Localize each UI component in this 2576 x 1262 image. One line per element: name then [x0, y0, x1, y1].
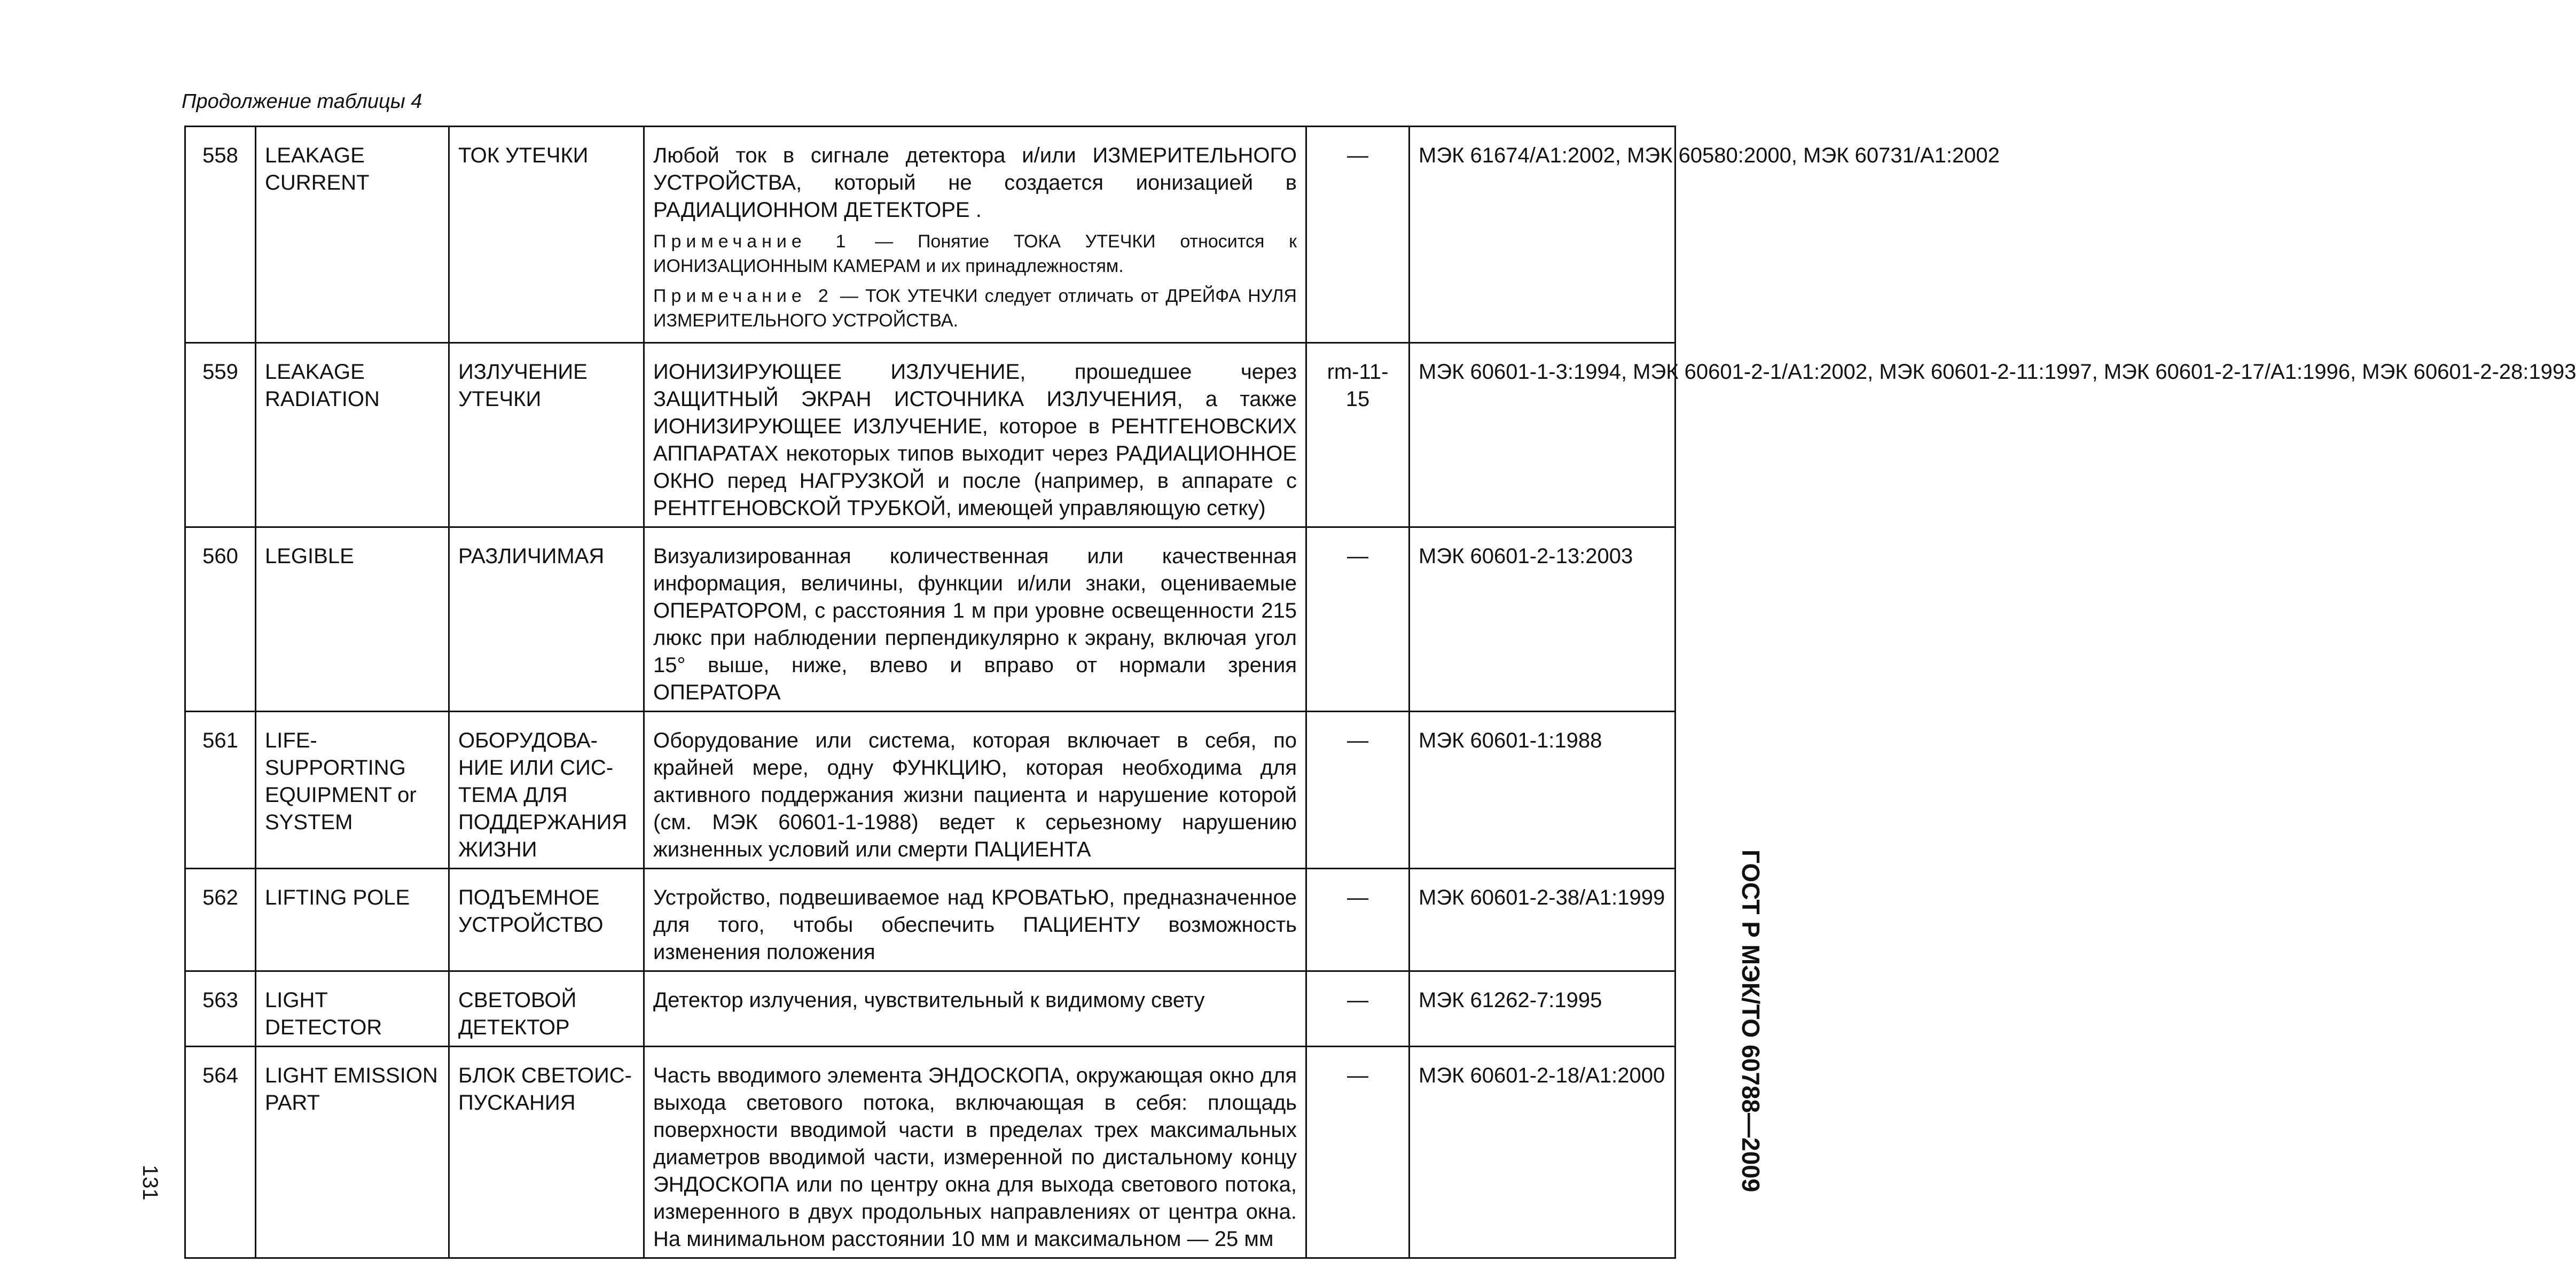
term-definition: Часть вводимого элемента ЭНДОСКОПА, окружающая окно для выхода светового потока, включающая в себя: площадь поверхности вводимой части в пределах трех максимальных диаметров вводимой части, измеренной по дистальному концу ЭНДОСКОПА или по центру окна для выхода светового потока, измеренного в двух продольных направлениях от центра окна. На минимальном расстоянии 10 мм и максимальном — 25 мм — [644, 1047, 1306, 1258]
table-row — [185, 869, 1675, 971]
table-row — [185, 527, 1675, 712]
document-side-title: ГОСТ Р МЭК/ТО 60788—2009 — [1737, 850, 1765, 1193]
term-russian: БЛОК СВЕТОИС- ПУСКАНИЯ — [449, 1047, 644, 1258]
term-number: 562 — [185, 869, 256, 971]
term-russian: ПОДЪЕМНОЕ УСТРОЙСТВО — [449, 869, 644, 971]
term-references: МЭК 61674/А1:2002, МЭК 60580:2000, МЭК 60731/А1:2002 — [1410, 127, 1675, 343]
term-number: 564 — [185, 1047, 256, 1258]
term-references: МЭК 60601-1-3:1994, МЭК 60601-2-1/А1:2002, МЭК 60601-2-11:1997, МЭК 60601-2-17/А1:1996, МЭК 60601-2-28:1993 — [1410, 343, 1675, 527]
term-english: LIGHT EMISSION PART — [256, 1047, 449, 1258]
term-russian: СВЕТОВОЙ ДЕТЕКТОР — [449, 971, 644, 1047]
table-row — [185, 971, 1675, 1047]
term-references: МЭК 60601-2-13:2003 — [1410, 527, 1675, 712]
term-english: LEGIBLE — [256, 527, 449, 712]
term-symbol: — — [1306, 527, 1410, 712]
note-text: — Понятие ТОКА УТЕЧКИ относится к ИОНИЗАЦИОННЫМ КАМЕРАМ и их принадлежностям. — [653, 231, 1297, 276]
term-definition — [644, 127, 1306, 343]
term-symbol: — — [1306, 1047, 1410, 1258]
term-english: LIFE- SUPPORTING EQUIPMENT or SYSTEM — [256, 712, 449, 869]
term-number: 558 — [185, 127, 256, 343]
definition-text: Любой ток в сигнале детектора и/или ИЗМЕРИТЕЛЬНОГО УСТРОЙСТВА, который не создается ионизацией в РАДИАЦИОННОМ ДЕТЕКТОРЕ . — [653, 144, 1297, 222]
term-symbol: — — [1306, 869, 1410, 971]
term-references: МЭК 60601-1:1988 — [1410, 712, 1675, 869]
term-russian: ТОК УТЕЧКИ — [449, 127, 644, 343]
term-number: 563 — [185, 971, 256, 1047]
note-2 — [653, 284, 1297, 333]
term-definition: Устройство, подвешиваемое над КРОВАТЬЮ, предназначенное для того, чтобы обеспечить ПАЦИЕНТУ возможность изменения положения — [644, 869, 1306, 971]
term-definition: Детектор излучения, чувствительный к видимому свету — [644, 971, 1306, 1047]
term-symbol: — — [1306, 712, 1410, 869]
table-caption: Продолжение таблицы 4 — [182, 90, 422, 113]
term-russian: ОБОРУДОВА- НИЕ ИЛИ СИС- ТЕМА ДЛЯ ПОДДЕРЖАНИЯ ЖИЗНИ — [449, 712, 644, 869]
term-english: LEAKAGE CURRENT — [256, 127, 449, 343]
term-english: LEAKAGE RADIATION — [256, 343, 449, 527]
term-number: 560 — [185, 527, 256, 712]
term-definition: Оборудование или система, которая включает в себя, по крайней мере, одну ФУНКЦИЮ, которая необходима для активного поддержания жизни пациента и нарушение которой (см. МЭК 60601-1-1988) ведет к серьезному нарушению жизненных условий или смерти ПАЦИЕНТА — [644, 712, 1306, 869]
term-number: 559 — [185, 343, 256, 527]
table-row — [185, 1047, 1675, 1258]
note-label: Примечание 1 — [653, 231, 851, 252]
table-row — [185, 127, 1675, 343]
table-row — [185, 712, 1675, 869]
term-definition: ИОНИЗИРУЮЩЕЕ ИЗЛУЧЕНИЕ, прошедшее через ЗАЩИТНЫЙ ЭКРАН ИСТОЧНИКА ИЗЛУЧЕНИЯ, а также ИОНИЗИРУЮЩЕЕ ИЗЛУЧЕНИЕ, которое в РЕНТГЕНОВСКИХ АППАРАТАХ некоторых типов выходит через РАДИАЦИОННОЕ ОКНО перед НАГРУЗКОЙ и после (например, в аппарате с РЕНТГЕНОВСКОЙ ТРУБКОЙ, имеющей управляющую сетку) — [644, 343, 1306, 527]
term-symbol: rm-11-15 — [1306, 343, 1410, 527]
term-references: МЭК 60601-2-38/А1:1999 — [1410, 869, 1675, 971]
note-1 — [653, 229, 1297, 278]
term-references: МЭК 61262-7:1995 — [1410, 971, 1675, 1047]
term-russian: ИЗЛУЧЕНИЕ УТЕЧКИ — [449, 343, 644, 527]
note-label: Примечание 2 — [653, 286, 833, 306]
term-symbol: — — [1306, 971, 1410, 1047]
term-references: МЭК 60601-2-18/А1:2000 — [1410, 1047, 1675, 1258]
term-definition: Визуализированная количественная или качественная информация, величины, функции и/или знаки, оцениваемые ОПЕРАТОРОМ, с расстояния 1 м при уровне освещенности 215 люкс при наблюдении перпендикулярно к экрану, включая угол 15° выше, ниже, влево и вправо от нормали зрения ОПЕРАТОРА — [644, 527, 1306, 712]
term-english: LIFTING POLE — [256, 869, 449, 971]
note-text: — ТОК УТЕЧКИ следует отличать от ДРЕЙФА НУЛЯ ИЗМЕРИТЕЛЬНОГО УСТРОЙСТВА. — [653, 286, 1297, 331]
table-row — [185, 343, 1675, 527]
page-number: 131 — [138, 1165, 162, 1201]
term-english: LIGHT DETECTOR — [256, 971, 449, 1047]
term-symbol: — — [1306, 127, 1410, 343]
term-russian: РАЗЛИЧИМАЯ — [449, 527, 644, 712]
term-number: 561 — [185, 712, 256, 869]
